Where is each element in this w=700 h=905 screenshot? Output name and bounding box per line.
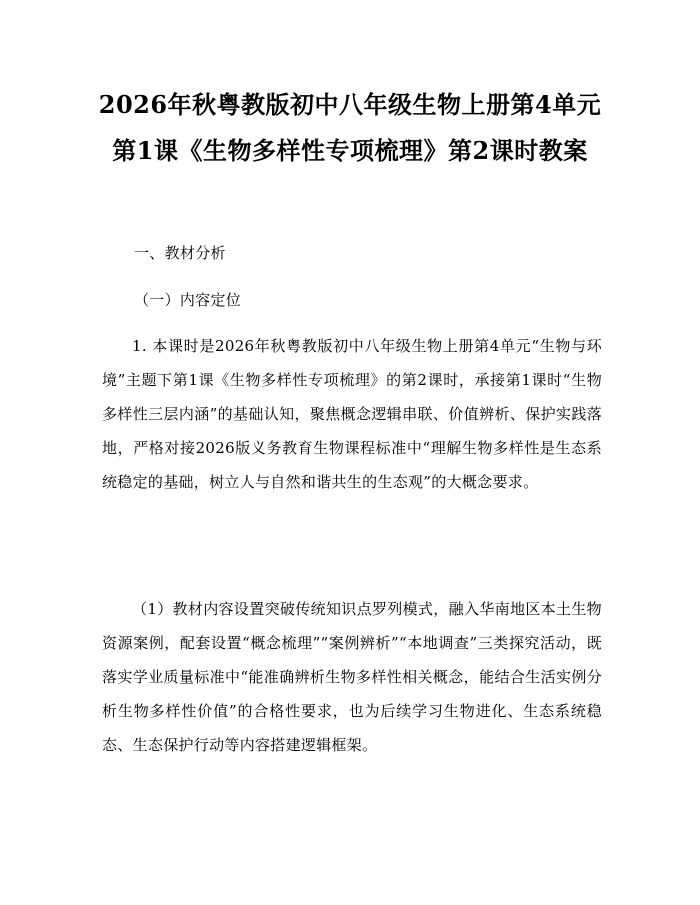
- section-heading: 一、教材分析: [134, 244, 226, 262]
- content-paragraph: 1. 本课时是2026年秋粤教版初中八年级生物上册第4单元“生物与环境”主题下第1课《生物多样性专项梳理》的第2课时，承接第1课时“生物多样性三层内涵”的基础认知，聚焦概念逻辑串联、价值辨析、保护实践落地，严格对接2026版义务教育生物课程标准中“理解生物多样性是生态系统稳定的基础，树立人与自然和谐共生的生态观”的大概念要求。: [102, 337, 602, 491]
- document-title: 2026年秋粤教版初中八年级生物上册第4单元第1课《生物多样性专项梳理》第2课时教案: [98, 90, 602, 165]
- subsection-heading: （一）内容定位: [134, 291, 242, 309]
- content-paragraph: （1）教材内容设置突破传统知识点罗列模式，融入华南地区本土生物资源案例，配套设置“概念梳理”“案例辨析”“本地调查”三类探究活动，既落实学业质量标准中“能准确辨析生物多样性相关概念，能结合生活实例分析生物多样性价值”的合格性要求，也为后续学习生物进化、生态系统稳态、生态保护行动等内容搭建逻辑框架。: [102, 600, 602, 754]
